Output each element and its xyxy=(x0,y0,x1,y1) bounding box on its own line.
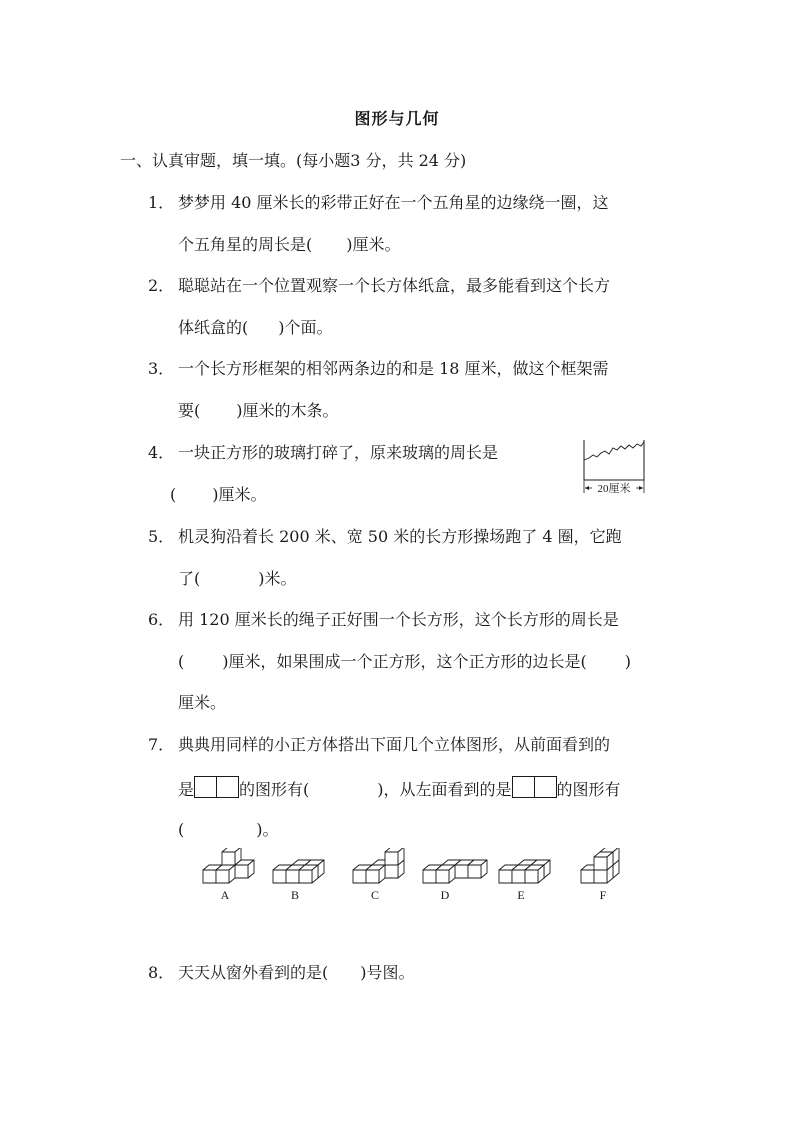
question-text: 用 120 厘米长的绳子正好围一个长方形，这个长方形的周长是 xyxy=(178,610,619,629)
question-text: 体纸盒的( xyxy=(178,318,249,337)
cube-front-face xyxy=(299,870,312,883)
question-text: )厘米，如果围成一个正方形，这个正方形的边长是( xyxy=(222,652,587,671)
question-text: )厘米的木条。 xyxy=(236,401,339,420)
question-text: 个五角星的周长是( xyxy=(178,235,313,254)
question-text: 的图形有( xyxy=(239,780,310,799)
arrow-left-icon xyxy=(585,486,589,490)
cube-front-face xyxy=(385,852,398,865)
question-6-line1 xyxy=(148,607,619,630)
cube-front-face xyxy=(594,857,607,870)
figure-label: E xyxy=(517,888,525,902)
broken-edge xyxy=(584,442,644,460)
cube-front-face xyxy=(423,870,436,883)
cube-front-face xyxy=(286,870,299,883)
question-text: 天天从窗外看到的是( xyxy=(178,963,329,982)
question-text: 机灵狗沿着长 200 米、宽 50 米的长方形操场跑了 4 圈，它跑 xyxy=(178,527,622,546)
question-text: )，从左面看到的是 xyxy=(377,780,512,799)
cube-figure xyxy=(203,848,254,883)
question-number: 6． xyxy=(148,610,175,629)
question-text: 聪聪站在一个位置观察一个长方体纸盒，最多能看到这个长方 xyxy=(178,276,611,295)
cube-figure xyxy=(423,860,487,883)
question-text: 了( xyxy=(178,569,201,588)
question-3-line1 xyxy=(148,356,609,379)
dimension-label: 20厘米 xyxy=(597,483,631,495)
cube-figure xyxy=(499,860,550,883)
question-3-line2 xyxy=(178,398,339,421)
figure-label: A xyxy=(220,888,230,902)
question-number: 5． xyxy=(148,527,175,546)
question-text: 的图形有 xyxy=(556,780,621,799)
cube-figure xyxy=(353,848,404,883)
question-text: )。 xyxy=(256,820,279,839)
question-1-line1 xyxy=(148,190,609,213)
cube-figure xyxy=(581,848,619,883)
question-text: )米。 xyxy=(258,569,297,588)
question-number: 4． xyxy=(148,443,175,462)
question-text: )厘米。 xyxy=(346,235,401,254)
question-5-line2 xyxy=(178,566,297,589)
cube-front-face xyxy=(203,870,216,883)
cube-front-face xyxy=(235,865,248,878)
cube-front-face xyxy=(455,865,468,878)
question-text: 典典用同样的小正方体搭出下面几个立体图形，从前面看到的 xyxy=(178,735,611,754)
figure-label: B xyxy=(290,888,300,902)
figure-label: C xyxy=(370,888,380,902)
question-7-line1 xyxy=(148,732,610,755)
cube-front-face xyxy=(499,870,512,883)
cube-front-face xyxy=(385,865,398,878)
broken-glass-figure xyxy=(578,436,650,496)
question-text: ) xyxy=(624,652,631,671)
cube-figures xyxy=(190,848,640,906)
question-text: ( xyxy=(178,820,185,839)
question-7-line3 xyxy=(178,817,279,840)
question-4-line1 xyxy=(148,440,498,463)
question-number: 1． xyxy=(148,193,175,212)
question-number: 8． xyxy=(148,963,175,982)
cube-front-face xyxy=(468,865,481,878)
cube-front-face xyxy=(273,870,286,883)
question-6-line2 xyxy=(178,649,631,672)
question-4-line2 xyxy=(170,482,267,505)
question-7-line2 xyxy=(178,776,621,800)
cube-front-face xyxy=(525,870,538,883)
question-text: )号图。 xyxy=(360,963,415,982)
question-5-line1 xyxy=(148,524,622,547)
question-2-line2 xyxy=(178,315,333,338)
question-text: ( xyxy=(178,652,185,671)
question-text: ( xyxy=(170,485,177,504)
cube-figure xyxy=(273,860,324,883)
cube-front-face xyxy=(581,870,594,883)
cube-front-face xyxy=(436,870,449,883)
question-text: )厘米。 xyxy=(212,485,267,504)
cube-front-face xyxy=(216,870,229,883)
question-text: 是 xyxy=(178,780,195,799)
question-text: 梦梦用 40 厘米长的彩带正好在一个五角星的边缘绕一圈，这 xyxy=(178,193,609,212)
cube-front-face xyxy=(512,870,525,883)
question-number: 3． xyxy=(148,359,175,378)
cube-front-face xyxy=(366,870,379,883)
figure-label: F xyxy=(599,888,607,902)
figure-label: D xyxy=(440,888,450,902)
question-8-line1 xyxy=(148,960,415,983)
page-title: 图形与几何 xyxy=(354,109,440,128)
question-number: 7． xyxy=(148,735,175,754)
question-1-line2 xyxy=(178,232,401,255)
question-6-line3: 厘米。 xyxy=(178,693,227,712)
cube-front-face xyxy=(222,852,235,865)
question-text: 一块正方形的玻璃打碎了，原来玻璃的周长是 xyxy=(178,443,499,462)
two-squares-shape-left xyxy=(512,776,557,798)
question-text: 要( xyxy=(178,401,201,420)
cube-front-face xyxy=(353,870,366,883)
section-heading: 一、认真审题，填一填。(每小题3 分，共 24 分) xyxy=(120,151,467,170)
cube-front-face xyxy=(594,870,607,883)
question-text: 一个长方形框架的相邻两条边的和是 18 厘米，做这个框架需 xyxy=(178,359,609,378)
question-text: )个面。 xyxy=(278,318,333,337)
question-number: 2． xyxy=(148,276,175,295)
two-squares-shape-front xyxy=(194,776,239,798)
question-2-line1 xyxy=(148,273,610,296)
arrow-right-icon xyxy=(639,486,643,490)
